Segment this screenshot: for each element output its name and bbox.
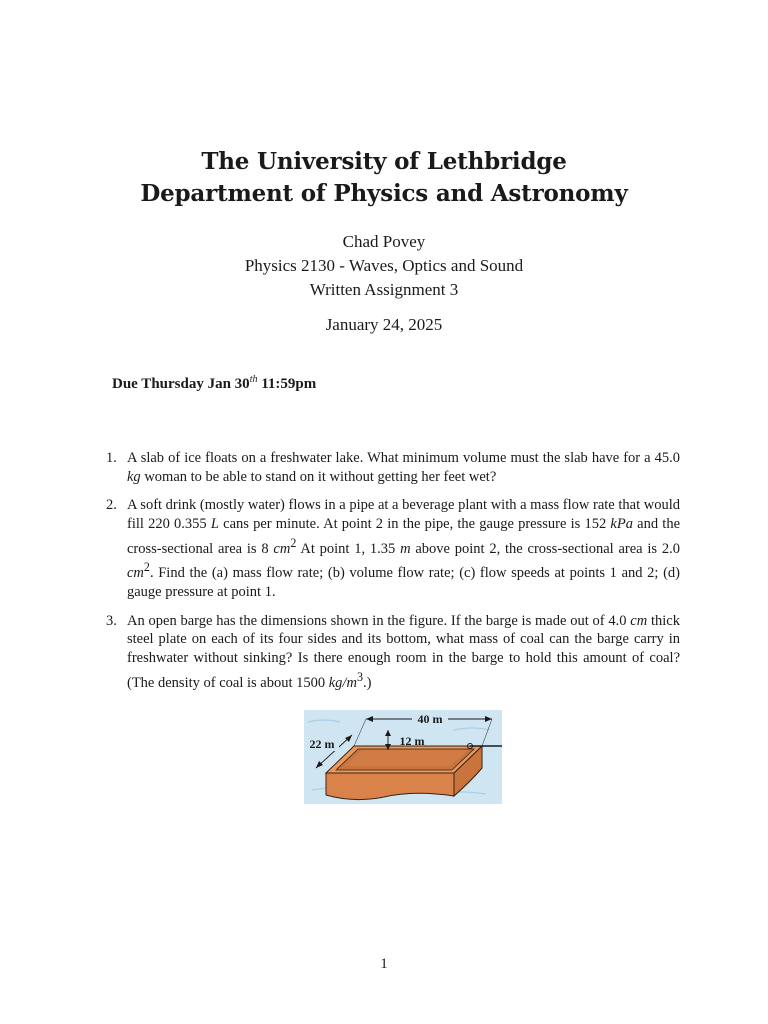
problem-number: 3. [106, 612, 117, 629]
text-run: . Find the (a) mass flow rate; (b) volume flow rate; (c) flow speeds at points 1 and 2; (d) gauge pressure at point 1. [127, 565, 680, 600]
unit: cm [630, 612, 648, 629]
document-meta [0, 230, 768, 302]
text-run: thick steel plate on each of its four sides and its bottom, what mass of coal can the barge carry in freshwater without sinking? Is there enough room in the barge to hold this amount of coal? (The density of coal is about 1500 [127, 612, 680, 691]
width-label: 22 m [309, 737, 335, 751]
problem-text [127, 450, 680, 485]
exponent: 3 [356, 669, 363, 684]
exponent: 2 [143, 560, 150, 575]
barge-interior-floor [344, 750, 468, 766]
problem-number: 2. [106, 497, 117, 514]
unit: m [400, 540, 411, 557]
text-run: .) [362, 674, 372, 691]
problem-item [106, 449, 680, 486]
document-title [0, 146, 768, 210]
unit: kg [127, 468, 141, 485]
problem-text [127, 497, 680, 599]
author-name: Chad Povey [342, 232, 426, 251]
unit: L [210, 516, 219, 533]
text-run: At point 1, 1.35 [296, 540, 401, 557]
due-prefix: Due Thursday Jan 30 [112, 376, 250, 392]
title-department: Department of Physics and Astronomy [140, 180, 628, 207]
due-superscript: th [249, 374, 258, 385]
text-run: and the cross-sectional area is 8 [127, 516, 681, 557]
text-run: A slab of ice floats on a freshwater lake. What minimum volume must the slab have for a 45.0 [127, 450, 680, 466]
assignment-name: Written Assignment 3 [309, 280, 459, 299]
problem-list [106, 449, 680, 702]
unit: kPa [610, 516, 633, 533]
title-university: The University of Lethbridge [201, 148, 567, 175]
due-time: 11:59pm [257, 376, 317, 392]
problem-item [106, 612, 680, 693]
exponent: 2 [290, 535, 297, 550]
course-name: Physics 2130 - Waves, Optics and Sound [244, 256, 524, 275]
unit: cm [273, 540, 291, 557]
length-label: 40 m [417, 712, 443, 726]
page-number: 1 [380, 956, 388, 972]
problem-item [106, 496, 680, 601]
document-date: January 24, 2025 [325, 315, 443, 334]
text-run: above point 2, the cross-sectional area is 2.0 [410, 540, 680, 557]
problem-number: 1. [106, 450, 117, 466]
text-run: woman to be able to stand on it without getting her feet wet? [140, 468, 497, 485]
unit: kg/m [328, 674, 357, 691]
height-label: 12 m [399, 734, 425, 748]
unit: cm [127, 565, 144, 582]
due-date [112, 374, 316, 393]
text-run: An open barge has the dimensions shown in the figure. If the barge is made out of 4.0 [127, 612, 631, 629]
text-run: A soft drink (mostly water) flows in a pipe at a beverage plant with a mass flow rate that would fill 220 0.355 [127, 497, 680, 533]
barge-figure [304, 710, 502, 804]
problem-text [127, 613, 680, 691]
text-run: cans per minute. At point 2 in the pipe, the gauge pressure is 152 [218, 516, 611, 533]
